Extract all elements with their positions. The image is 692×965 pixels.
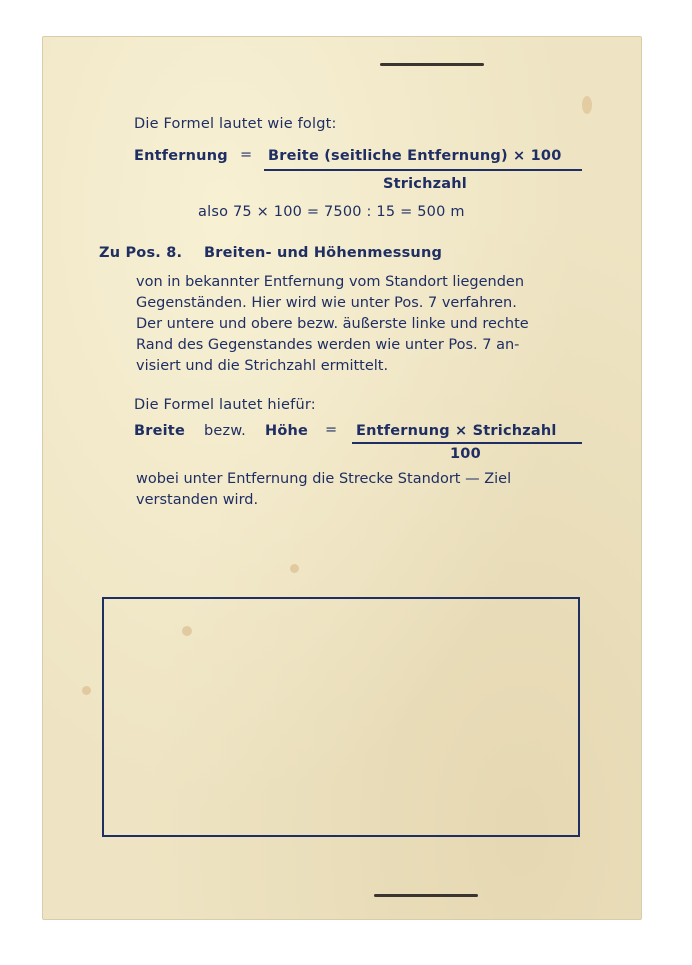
stain [582, 96, 592, 114]
section8-title: Breiten- und Höhenmessung [204, 245, 443, 261]
formula2-denominator: 100 [450, 446, 481, 462]
empty-frame-box [102, 597, 580, 837]
staple-top [380, 63, 484, 66]
section8-paragraph [136, 272, 582, 377]
formula2-note [136, 469, 582, 511]
formula1-lhs: Entfernung [134, 148, 228, 164]
paragraph-line: Rand des Gegenstandes werden wie unter Pos. 7 an- [136, 337, 520, 353]
note-line: verstanden wird. [136, 492, 259, 508]
formula1-equals: = [240, 147, 253, 163]
formula2-intro: Die Formel lautet hiefür: [134, 397, 316, 413]
paragraph-line: von in bekannter Entfernung vom Standort liegenden [136, 274, 525, 290]
booklet-page [42, 36, 642, 920]
formula1-fraction-bar [264, 169, 582, 171]
stain [290, 564, 299, 573]
stain [82, 686, 91, 695]
section8-number: Zu Pos. 8. [99, 245, 183, 261]
paragraph-line: visiert und die Strichzahl ermittelt. [136, 358, 389, 374]
formula1-numerator: Breite (seitliche Entfernung) × 100 [268, 148, 562, 164]
formula1-intro: Die Formel lautet wie folgt: [134, 116, 337, 132]
formula1-denominator: Strichzahl [383, 176, 467, 192]
formula2-lhs-hoehe: Höhe [265, 423, 309, 439]
formula1-example: also 75 × 100 = 7500 : 15 = 500 m [198, 204, 465, 220]
paragraph-line: Der untere und obere bezw. äußerste linke und rechte [136, 316, 529, 332]
formula2-lhs-bezw: bezw. [204, 423, 246, 439]
formula2-fraction-bar [352, 442, 582, 444]
note-line: wobei unter Entfernung die Strecke Standort — Ziel [136, 471, 512, 487]
paragraph-line: Gegenständen. Hier wird wie unter Pos. 7 verfahren. [136, 295, 517, 311]
formula2-numerator: Entfernung × Strichzahl [356, 423, 557, 439]
staple-bottom [374, 894, 478, 897]
formula2-lhs-breite: Breite [134, 423, 185, 439]
formula2-equals: = [325, 422, 338, 438]
